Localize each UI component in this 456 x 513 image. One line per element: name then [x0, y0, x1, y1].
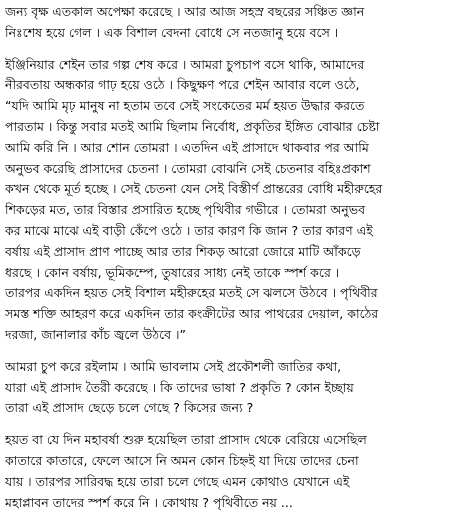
text-line: আমি করি নি । আর শোন তোমরা । এতদিন এই প্রাসাদে থাকবার পর আমি [5, 139, 369, 155]
paragraph-gap [5, 346, 452, 357]
paragraph-gap [5, 419, 452, 430]
text-line: অনুভব করেছি প্রাসাদের চেতনা । তোমরা বোঝনি সেই চেতনার বহিঃপ্রকাশ [5, 160, 371, 176]
paragraph-2 [5, 55, 452, 346]
text-line: দরজা, জানালার কাঁচ জ্বলে উঠবে ।” [5, 326, 186, 342]
text-line: তারপর একদিন হয়ত সেই বিশাল মহীরুহের মতই সে ঝলসে উঠবে । পৃথিবীর [5, 285, 378, 301]
text-line: নিঃশেষ হয়ে গেল । এক বিশাল বেদনা বোধে সে নতজানু হয়ে বসে । [5, 24, 339, 40]
text-line: আমরা চুপ করে রইলাম । আমি ভাবলাম সেই প্রকৌশলী জাতির কথা, [5, 358, 342, 374]
text-line: ধরছে । কোন বর্ষায়, ভূমিকম্পে, তুষারের সাধ্য নেই তাকে স্পর্শ করে । [5, 264, 340, 280]
text-line: ইঞ্জিনিয়ার শেইন তার গল্প শেষ করে । আমরা চুপচাপ বসে থাকি, আমাদের [5, 56, 365, 72]
text-line: যায় । তারপর সারিবদ্ধ হয়ে তারা চলে গেছে এমন কোথাও যেখানে এই [5, 473, 350, 489]
paragraph-1 [5, 2, 452, 44]
text-line: পারতাম । কিন্তু সবার মতই আমি ছিলাম নির্বোধ, প্রকৃতির ইঙ্গিত বোঝার চেষ্টা [5, 118, 380, 134]
text-line: কর মাঝে মাঝে এই বাড়ী কেঁপে ওঠে । তার কারণ কি জান ? তার কারণ এই [5, 222, 373, 238]
text-line: মহাপ্লাবন তাদের স্পর্শ করে নি । কোথায় ? পৃথিবীতে নয় ... [5, 494, 293, 510]
text-line: কাতারে কাতারে, ফেলে আসে নি অমন কোন চিহ্নই যা দিয়ে তাদের চেনা [5, 452, 359, 468]
text-line: তারা এই প্রাসাদ ছেড়ে চলে গেছে ? কিসের জন্য ? [5, 400, 254, 416]
text-line: যারা এই প্রাসাদ তৈরী করেছে । কি তাদের ভাষা ? প্রকৃতি ? কোন ইচ্ছায় [5, 379, 354, 395]
text-line: শিকড়ের মত, তার বিস্তার প্রসারিত হচ্ছে পৃথিবীর গভীরে । তোমরা অনুভব [5, 202, 366, 218]
text-line: “যদি আমি মৃঢ় মানুষ না হতাম তবে সেই সংকেতের মর্ম হয়ত উদ্ধার করতে [5, 98, 365, 114]
text-line: সমস্ত শক্তি আহরণ করে একদিন তার কংক্রীটের আর পাথরের দেয়াল, কাঠের [5, 306, 379, 322]
text-line: হয়ত বা যে দিন মহাবর্ষা শুরু হয়েছিল তারা প্রাসাদ থেকে বেরিয়ে এসেছিল [5, 432, 367, 448]
text-line: কখন থেকে মূর্ত হচ্ছে । সেই চেতনা যেন সেই বিস্তীর্ণ প্রান্তরের বোধি মহীরুহের [5, 181, 383, 197]
text-line: নীরবতায় অন্ধকার গাঢ় হয়ে ওঠে । কিছুক্ষণ পরে শেইন আবার বলে ওঠে, [5, 77, 360, 93]
paragraph-gap [5, 44, 452, 55]
paragraph-3 [5, 357, 452, 419]
text-line: জন্য বৃক্ষ এতকাল অপেক্ষা করেছে । আর আজ সহস্র বছরের সঞ্চিত জ্ঞান [5, 4, 365, 19]
text-line: বর্ষায় এই প্রাসাদ প্রাণ পাচ্ছে আর তার শিকড় আরো জোরে মাটি আঁকড়ে [5, 243, 361, 259]
